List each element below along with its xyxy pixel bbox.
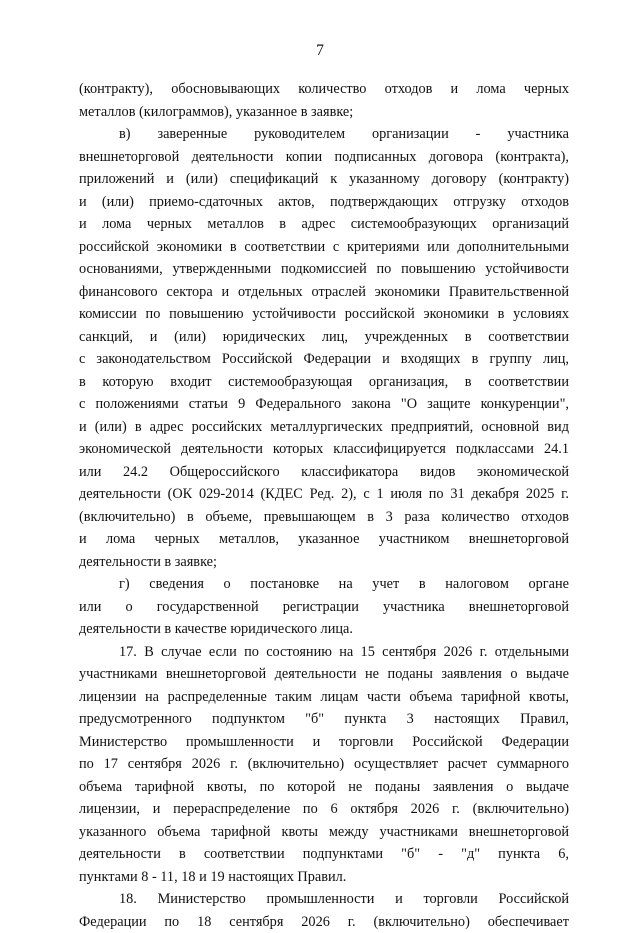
text-line: или о государственной регистрации участника внешнеторговой [79,596,569,619]
text-line: комиссии по повышению устойчивости российской экономики в условиях [79,303,569,326]
text-line: предусмотренного подпунктом "б" пункта 3 настоящих Правил, [79,708,569,731]
text-line: и (или) приемо-сдаточных актов, подтверждающих отгрузку отходов [79,191,569,214]
text-line: (контракту), обосновывающих количество отходов и лома черных [79,78,569,101]
text-line: Министерство промышленности и торговли Российской Федерации [79,731,569,754]
text-line: г) сведения о постановке на учет в налоговом органе [79,573,569,596]
text-line: санкций, и (или) юридических лиц, учрежденных в соответствии [79,326,569,349]
text-line: указанного объема тарифной квоты между участниками внешнеторговой [79,821,569,844]
text-line: финансового сектора и отдельных отраслей экономики Правительственной [79,281,569,304]
text-line: Федерации по 18 сентября 2026 г. (включительно) обеспечивает [79,911,569,933]
text-line: в которую входит системообразующая организация, в соответствии [79,371,569,394]
text-line: лицензии на распределенные таким лицам части объема тарифной квоты, [79,686,569,709]
text-line: приложений и (или) спецификаций к указанному договору (контракту) [79,168,569,191]
paragraph-continuation [79,78,569,123]
paragraph-item-g [79,573,569,641]
text-line: с законодательством Российской Федерации и входящих в группу лиц, [79,348,569,371]
text-line: внешнеторговой деятельности копии подписанных договора (контракта), [79,146,569,169]
document-body [79,78,569,933]
paragraph-item-v [79,123,569,573]
text-line: и лома черных металлов в адрес системообразующих организаций [79,213,569,236]
text-line: деятельности в качестве юридического лица. [79,618,569,641]
paragraph-clause-17 [79,641,569,889]
text-line: деятельности (ОК 029-2014 (КДЕС Ред. 2), с 1 июля по 31 декабря 2025 г. [79,483,569,506]
text-line: 17. В случае если по состоянию на 15 сентября 2026 г. отдельными [79,641,569,664]
paragraph-clause-18 [79,888,569,933]
text-line: и лома черных металлов, указанное участником внешнеторговой [79,528,569,551]
text-line: в) заверенные руководителем организации - участника [79,123,569,146]
text-line: (включительно) в объеме, превышающем в 3 раза количество отходов [79,506,569,529]
text-line: металлов (килограммов), указанное в заявке; [79,101,569,124]
text-line: и (или) в адрес российских металлургических предприятий, основной вид [79,416,569,439]
text-line: участниками внешнеторговой деятельности не поданы заявления о выдаче [79,663,569,686]
text-line: пунктами 8 - 11, 18 и 19 настоящих Правил. [79,866,569,889]
page-number: 7 [0,42,640,60]
text-line: экономической деятельности которых классифицируется подклассами 24.1 [79,438,569,461]
text-line: 18. Министерство промышленности и торговли Российской [79,888,569,911]
text-line: или 24.2 Общероссийского классификатора видов экономической [79,461,569,484]
text-line: российской экономики в соответствии с критериями или дополнительными [79,236,569,259]
text-line: объема тарифной квоты, по которой не поданы заявления о выдаче [79,776,569,799]
text-line: с положениями статьи 9 Федерального закона "О защите конкуренции", [79,393,569,416]
text-line: основаниями, утвержденными подкомиссией по повышению устойчивости [79,258,569,281]
text-line: деятельности в заявке; [79,551,569,574]
text-line: по 17 сентября 2026 г. (включительно) осуществляет расчет суммарного [79,753,569,776]
text-line: деятельности в соответствии подпунктами "б" - "д" пункта 6, [79,843,569,866]
text-line: лицензии, и перераспределение по 6 октября 2026 г. (включительно) [79,798,569,821]
